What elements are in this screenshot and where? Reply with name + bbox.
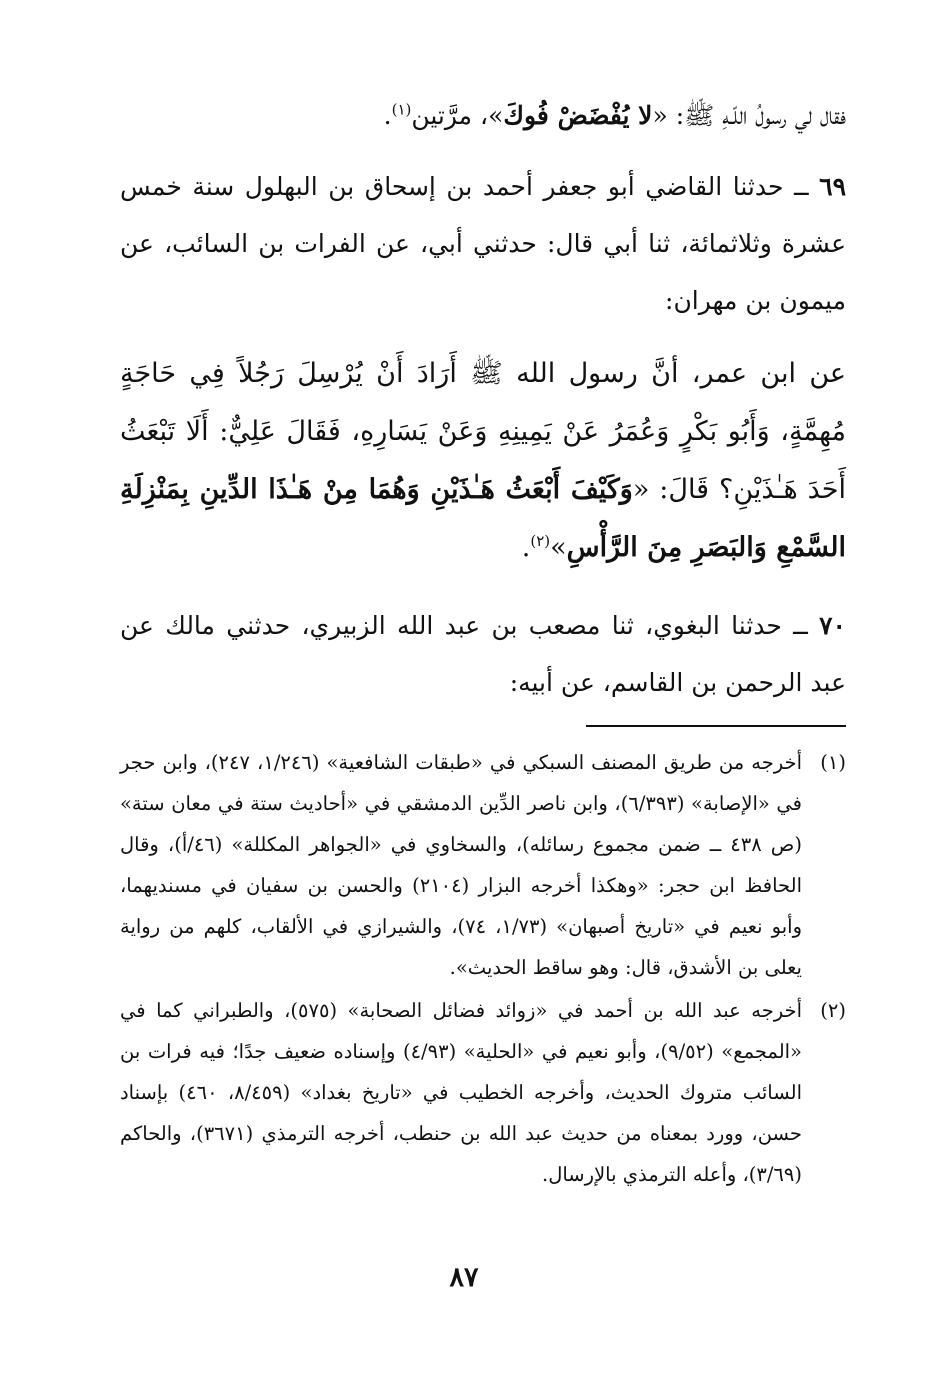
footnotes: [120, 742, 846, 1197]
footnote-1: [120, 742, 846, 988]
footnote-2-mark: (٢): [820, 999, 846, 1022]
footnote-ref-2: (٢): [530, 532, 551, 550]
footnote-separator: [586, 725, 846, 727]
hadith-69-number: ٦٩: [819, 172, 846, 201]
hadith-69-matn-a: عن ابن عمر، أنَّ رسول الله ﷺ أَرَادَ أَنْ يُرْسِلَ رَجُلاً فِي حَاجَةٍ مُهِمَّةٍ، وَأَبُو بَكْرٍ وَعُمَرُ عَنْ يَمِينِهِ وَعَنْ يَسَارِهِ، فَقَالَ عَلِيٌّ: أَلَا تَبْعَثُ أَحَدَ هَـٰذَيْنِ؟ قَالَ: «: [120, 358, 846, 505]
hadith-69-matn-end: .: [521, 532, 531, 563]
main-text: [120, 88, 846, 711]
footnote-1-mark: (١): [820, 751, 846, 774]
hadith-70-isnad: [120, 597, 846, 711]
hadith-70-dash: ــ: [781, 611, 820, 640]
hadith-69-matn-b: »: [550, 532, 567, 563]
page-number: ٨٧: [449, 1262, 479, 1293]
top-line-text-b: »، مرَّتين: [411, 101, 504, 130]
footnote-2: [120, 990, 846, 1195]
hadith-69-matn: [120, 345, 846, 577]
hadith-69-matn-quote: وَكَيْفَ أَبْعَثُ هَـٰذَيْنِ وَهُمَا مِنْ هَـٰذَا الدِّينِ بِمَنْزِلَةِ السَّمْعِ وَالبَصَرِ مِنَ الرَّأْسِ: [120, 474, 846, 563]
hadith-70-number: ٧٠: [819, 611, 846, 640]
top-line-quote: لا يُفْضَضْ فُوكَ: [503, 101, 653, 130]
footnote-ref-1: (١): [391, 100, 412, 119]
top-line-text-a: فقال لي رسولُ اللّـهِ ﷺ: «: [652, 101, 846, 130]
top-line: [120, 88, 846, 144]
top-line-text-c: .: [383, 101, 392, 130]
hadith-69-isnad-text: حدثنا القاضي أبو جعفر أحمد بن إسحاق بن البهلول سنة خمس عشرة وثلاثمائة، ثنا أبي قال: حدثني أبي، عن الفرات بن السائب، عن ميمون بن مهران:: [120, 172, 846, 315]
hadith-69-isnad: [120, 158, 846, 329]
hadith-69-dash: ــ: [783, 172, 820, 201]
footnote-1-text: أخرجه من طريق المصنف السبكي في «طبقات الشافعية» (١/٢٤٦، ٢٤٧)، وابن حجر في «الإصابة» (٦/٣٩٣)، وابن ناصر الدِّين الدمشقي في «أحاديث ستة في معان ستة» (ص ٤٣٨ ــ ضمن مجموع رسائله)، والسخاوي في «الجواهر المكللة» (٤٦/أ)، وقال الحافظ ابن حجر: «وهكذا أخرجه البزار (٢١٠٤) والحسن بن سفيان في مسنديهما، وأبو نعيم في «تاريخ أصبهان» (١/٧٣، ٧٤)، والشيرازي في الألقاب، كلهم من رواية يعلى بن الأشدق، قال: وهو ساقط الحديث».: [120, 751, 803, 979]
hadith-70-isnad-text: حدثنا البغوي، ثنا مصعب بن عبد الله الزبيري، حدثني مالك عن عبد الرحمن بن القاسم، عن أبيه:: [120, 611, 846, 697]
footnote-2-text: أخرجه عبد الله بن أحمد في «زوائد فضائل الصحابة» (٥٧٥)، والطبراني كما في «المجمع» (٩/٥٢)، وأبو نعيم في «الحلية» (٤/٩٣) وإسناده ضعيف جدًا؛ فيه فرات بن السائب متروك الحديث، وأخرجه الخطيب في «تاريخ بغداد» (٨/٤٥٩، ٤٦٠) بإسناد حسن، وورد بمعناه من حديث عبد الله بن حنطب، أخرجه الترمذي (٣٦٧١)، والحاكم (٣/٦٩)، وأعله الترمذي بالإرسال.: [120, 999, 802, 1186]
